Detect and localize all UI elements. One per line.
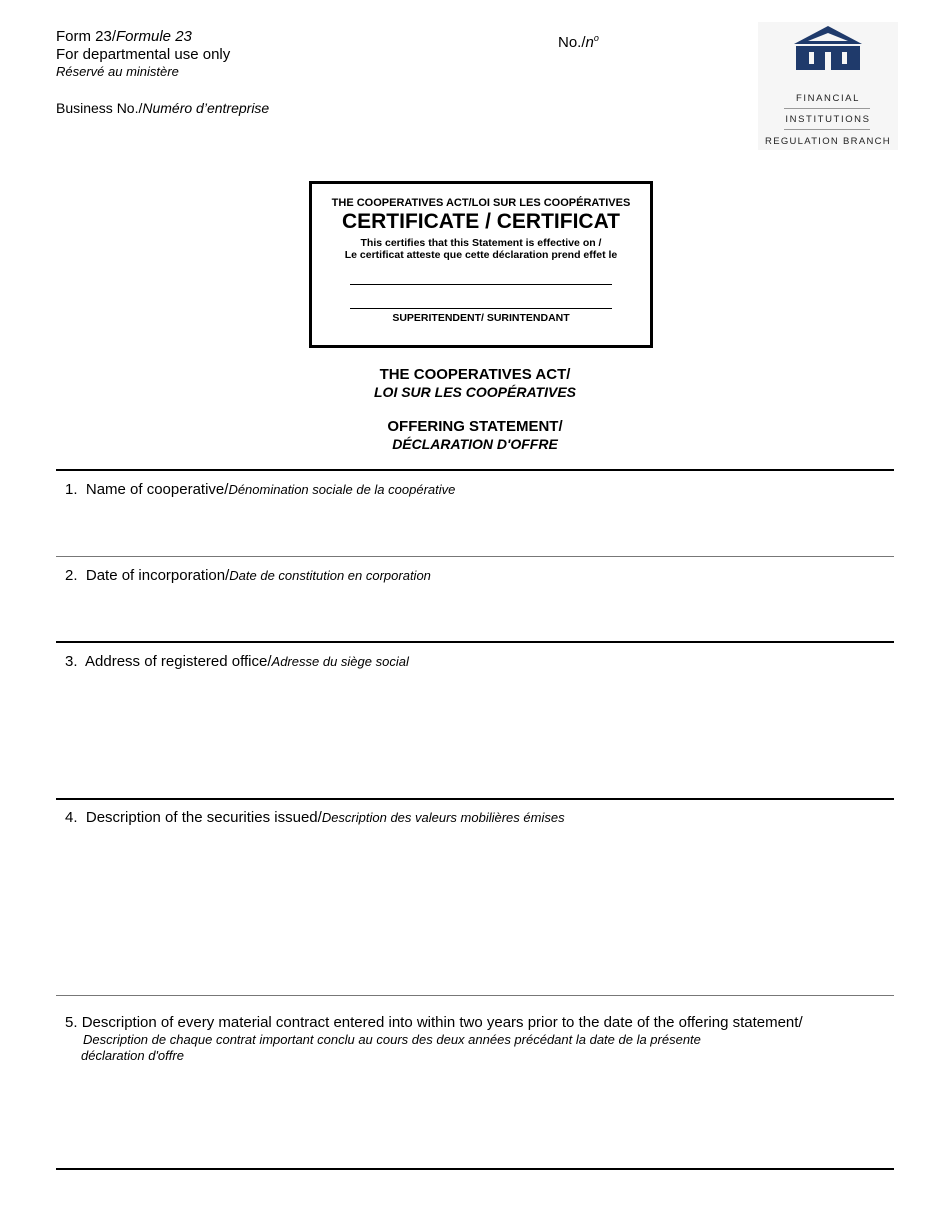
certificate-act-line: THE COOPERATIVES ACT/LOI SUR LES COOPÉRATIVES <box>331 197 631 209</box>
superintendent-label: SUPERITENDENT/ SURINTENDANT <box>392 312 570 324</box>
effective-date-line[interactable] <box>350 284 612 285</box>
section-divider <box>56 556 894 557</box>
section-divider <box>56 641 894 643</box>
section-4-label: 4. Description of the securities issued/Description des valeurs mobilières émises <box>65 809 565 826</box>
fir-branch-logo <box>758 22 898 150</box>
signature-line[interactable] <box>350 308 612 309</box>
number-label: $No./n^o$ <box>558 33 599 51</box>
certificate-statement-fr: Le certificat atteste que cette déclaration prend effet le <box>344 249 618 261</box>
securities-description-field[interactable] <box>56 830 894 992</box>
registered-office-address-field[interactable] <box>56 672 894 796</box>
certificate-statement-en: This certifies that this Statement is effective on / <box>360 237 602 249</box>
logo-text-financial: FINANCIAL <box>795 93 861 104</box>
act-title-fr: LOI SUR LES COOPÉRATIVES <box>374 384 576 400</box>
cooperative-name-field[interactable] <box>56 500 894 555</box>
section-3-label: 3. Address of registered office/Adresse du siège social <box>65 653 409 670</box>
section-2-label: 2. Date of incorporation/Date de constitution en corporation <box>65 567 431 584</box>
section-5-label-fr-line1: Description de chaque contrat important conclu au cours des deux années précédant la date de la présente <box>83 1032 701 1047</box>
business-number-label: Business No./Numéro d’entreprise <box>56 100 270 116</box>
reserved-label: Réservé au ministère <box>56 64 179 79</box>
section-divider <box>56 995 894 996</box>
certificate-title: CERTIFICATE / CERTIFICAT <box>341 210 621 233</box>
logo-divider <box>784 108 870 109</box>
section-divider <box>56 798 894 800</box>
act-title-en: THE COOPERATIVES ACT/ <box>379 366 571 383</box>
certificate-box <box>309 181 653 348</box>
logo-divider <box>784 129 870 130</box>
statement-title-fr: DÉCLARATION D'OFFRE <box>392 436 558 452</box>
form-number: Form 23/Formule 23 <box>56 28 192 45</box>
section-divider <box>56 469 894 471</box>
section-5-label-fr-line2: déclaration d'offre <box>81 1048 184 1063</box>
departmental-use-label: For departmental use only <box>56 46 231 63</box>
section-5-label: 5. Description of every material contract entered into within two years prior to the date of the offering statement/ <box>65 1014 803 1031</box>
incorporation-date-field[interactable] <box>56 586 894 641</box>
statement-title-en: OFFERING STATEMENT/ <box>387 418 563 435</box>
building-columns-icon <box>792 24 864 74</box>
section-divider <box>56 1168 894 1170</box>
logo-text-regulation-branch: REGULATION BRANCH <box>765 136 891 147</box>
material-contracts-field[interactable] <box>56 1068 894 1168</box>
section-1-label: 1. Name of cooperative/Dénomination sociale de la coopérative <box>65 481 456 498</box>
logo-text-institutions: INSTITUTIONS <box>785 114 871 125</box>
